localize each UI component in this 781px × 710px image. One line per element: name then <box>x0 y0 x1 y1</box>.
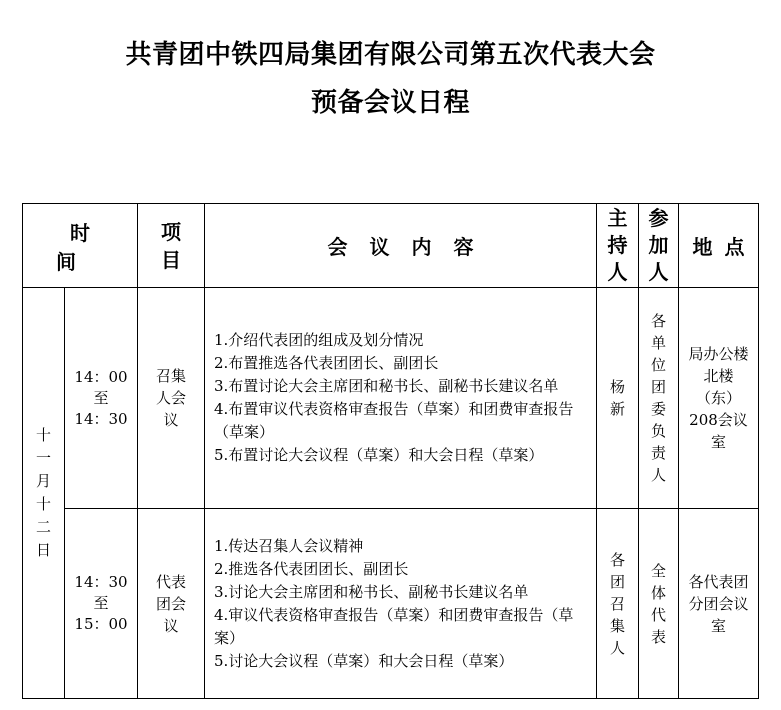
table-row <box>23 509 759 699</box>
header-host: 主持人 <box>597 204 639 288</box>
header-time: 时间 <box>23 204 138 288</box>
content-line: 4.审议代表资格审查报告（草案）和团费审查报告（草案） <box>214 605 574 647</box>
host-cell: 各团召集人 <box>597 509 639 699</box>
time-to: 至 <box>93 594 109 612</box>
content-cell <box>205 288 597 509</box>
schedule-table <box>22 203 759 699</box>
document-subtitle: 预备会议日程 <box>310 88 470 118</box>
header-item: 项目 <box>138 204 205 288</box>
place-cell: 局办公楼北楼（东）208会议室 <box>679 288 759 509</box>
item-cell: 召集人会议 <box>138 288 205 509</box>
content-line: 5.布置讨论大会议程（草案）和大会日程（草案） <box>214 446 544 464</box>
content-line: 3.讨论大会主席团和秘书长、副秘书长建议名单 <box>214 582 529 601</box>
participants-cell: 各单位团委负责人 <box>639 288 679 509</box>
content-line: 2.推选各代表团团长、副团长 <box>214 559 409 578</box>
place-cell: 各代表团分团会议室 <box>679 509 759 699</box>
header-participants: 参加人 <box>639 204 679 288</box>
date-cell: 十一月十二日 <box>23 288 65 699</box>
host-cell: 杨新 <box>597 288 639 509</box>
table-row <box>23 288 759 509</box>
time-to: 至 <box>93 388 109 407</box>
time-cell <box>65 288 138 509</box>
content-line: 1.介绍代表团的组成及划分情况 <box>214 331 424 349</box>
time-end: 14：30 <box>74 409 128 428</box>
time-start: 14：00 <box>74 367 128 386</box>
header-content: 会议内容 <box>205 204 597 288</box>
time-start: 14：30 <box>74 573 128 591</box>
content-line: 1.传达召集人会议精神 <box>214 536 364 555</box>
time-cell <box>65 509 138 699</box>
header-place: 地点 <box>679 204 759 288</box>
content-line: 5.讨论大会议程（草案）和大会日程（草案） <box>214 651 514 670</box>
document-title: 共青团中铁四局集团有限公司第五次代表大会 <box>125 40 656 70</box>
item-cell: 代表团会议 <box>138 509 205 699</box>
content-line: 4.布置审议代表资格审查报告（草案）和团费审查报告（草案） <box>214 400 574 441</box>
content-line: 3.布置讨论大会主席团和秘书长、副秘书长建议名单 <box>214 377 559 395</box>
content-cell <box>205 509 597 699</box>
participants-cell: 全体代表 <box>639 509 679 699</box>
content-line: 2.布置推选各代表团团长、副团长 <box>214 354 439 372</box>
time-end: 15：00 <box>74 615 128 633</box>
header-row <box>23 204 759 288</box>
